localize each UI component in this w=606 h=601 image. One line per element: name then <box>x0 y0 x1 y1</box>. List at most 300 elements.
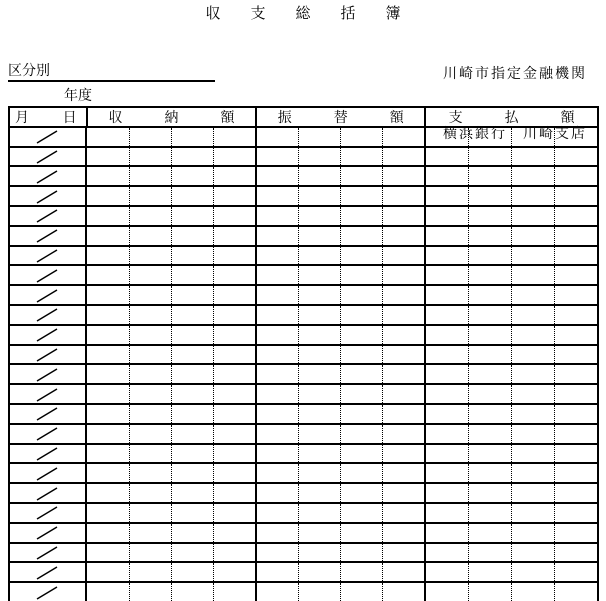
amount-subcell[interactable] <box>213 405 255 423</box>
amount-subcell[interactable] <box>298 583 340 601</box>
amount-subcell[interactable] <box>87 266 128 284</box>
amount-subcell[interactable] <box>171 326 213 344</box>
amount-subcell[interactable] <box>511 365 554 383</box>
amount-subcell[interactable] <box>382 128 424 146</box>
amount-subcell[interactable] <box>171 425 213 443</box>
amount-subcell[interactable] <box>257 385 298 403</box>
month-day-cell[interactable] <box>10 365 87 383</box>
amount-subcell[interactable] <box>213 385 255 403</box>
amount-subcell[interactable] <box>382 346 424 364</box>
amount-subcell[interactable] <box>340 464 382 482</box>
amount-subcell[interactable] <box>257 148 298 166</box>
amount-subcell[interactable] <box>87 346 128 364</box>
amount-subcell[interactable] <box>129 286 171 304</box>
amount-subcell[interactable] <box>298 484 340 502</box>
amount-subcell[interactable] <box>129 326 171 344</box>
amount-subcell[interactable] <box>554 326 597 344</box>
amount-subcell[interactable] <box>511 128 554 146</box>
amount-subcell[interactable] <box>213 445 255 463</box>
amount-subcell[interactable] <box>382 247 424 265</box>
month-day-cell[interactable] <box>10 425 87 443</box>
amount-subcell[interactable] <box>382 464 424 482</box>
amount-subcell[interactable] <box>129 583 171 601</box>
amount-subcell[interactable] <box>554 405 597 423</box>
amount-subcell[interactable] <box>171 405 213 423</box>
amount-subcell[interactable] <box>257 484 298 502</box>
amount-subcell[interactable] <box>171 385 213 403</box>
amount-subcell[interactable] <box>213 326 255 344</box>
amount-subcell[interactable] <box>426 286 468 304</box>
amount-subcell[interactable] <box>129 563 171 581</box>
amount-subcell[interactable] <box>257 207 298 225</box>
amount-subcell[interactable] <box>554 306 597 324</box>
amount-subcell[interactable] <box>171 365 213 383</box>
amount-subcell[interactable] <box>298 504 340 522</box>
amount-subcell[interactable] <box>382 405 424 423</box>
amount-subcell[interactable] <box>87 148 128 166</box>
amount-subcell[interactable] <box>468 167 511 185</box>
amount-subcell[interactable] <box>129 405 171 423</box>
amount-subcell[interactable] <box>340 544 382 562</box>
amount-subcell[interactable] <box>257 504 298 522</box>
amount-subcell[interactable] <box>382 187 424 205</box>
amount-subcell[interactable] <box>468 128 511 146</box>
amount-subcell[interactable] <box>298 227 340 245</box>
amount-subcell[interactable] <box>382 306 424 324</box>
amount-subcell[interactable] <box>426 227 468 245</box>
month-day-cell[interactable] <box>10 563 87 581</box>
amount-subcell[interactable] <box>129 365 171 383</box>
amount-subcell[interactable] <box>213 187 255 205</box>
amount-subcell[interactable] <box>340 266 382 284</box>
amount-subcell[interactable] <box>87 563 128 581</box>
amount-subcell[interactable] <box>298 563 340 581</box>
amount-subcell[interactable] <box>298 247 340 265</box>
amount-subcell[interactable] <box>340 583 382 601</box>
amount-subcell[interactable] <box>554 544 597 562</box>
amount-subcell[interactable] <box>213 425 255 443</box>
amount-subcell[interactable] <box>382 524 424 542</box>
amount-subcell[interactable] <box>382 167 424 185</box>
category-blank-field[interactable] <box>8 60 215 82</box>
amount-subcell[interactable] <box>87 286 128 304</box>
amount-subcell[interactable] <box>554 445 597 463</box>
amount-subcell[interactable] <box>213 266 255 284</box>
amount-subcell[interactable] <box>213 583 255 601</box>
month-day-cell[interactable] <box>10 524 87 542</box>
amount-subcell[interactable] <box>468 286 511 304</box>
amount-subcell[interactable] <box>554 346 597 364</box>
amount-subcell[interactable] <box>298 346 340 364</box>
amount-subcell[interactable] <box>129 187 171 205</box>
amount-subcell[interactable] <box>257 563 298 581</box>
month-day-cell[interactable] <box>10 227 87 245</box>
amount-subcell[interactable] <box>468 187 511 205</box>
amount-subcell[interactable] <box>554 128 597 146</box>
amount-subcell[interactable] <box>340 227 382 245</box>
amount-subcell[interactable] <box>468 227 511 245</box>
amount-subcell[interactable] <box>257 464 298 482</box>
amount-subcell[interactable] <box>340 148 382 166</box>
amount-subcell[interactable] <box>340 385 382 403</box>
month-day-cell[interactable] <box>10 326 87 344</box>
amount-subcell[interactable] <box>340 286 382 304</box>
amount-subcell[interactable] <box>129 504 171 522</box>
amount-subcell[interactable] <box>129 306 171 324</box>
amount-subcell[interactable] <box>511 326 554 344</box>
amount-subcell[interactable] <box>129 346 171 364</box>
amount-subcell[interactable] <box>468 583 511 601</box>
amount-subcell[interactable] <box>257 583 298 601</box>
amount-subcell[interactable] <box>87 247 128 265</box>
amount-subcell[interactable] <box>171 167 213 185</box>
amount-subcell[interactable] <box>87 187 128 205</box>
amount-subcell[interactable] <box>511 187 554 205</box>
amount-subcell[interactable] <box>554 167 597 185</box>
amount-subcell[interactable] <box>87 524 128 542</box>
amount-subcell[interactable] <box>87 365 128 383</box>
amount-subcell[interactable] <box>171 187 213 205</box>
amount-subcell[interactable] <box>511 346 554 364</box>
amount-subcell[interactable] <box>171 524 213 542</box>
amount-subcell[interactable] <box>87 326 128 344</box>
amount-subcell[interactable] <box>298 148 340 166</box>
amount-subcell[interactable] <box>171 286 213 304</box>
amount-subcell[interactable] <box>554 504 597 522</box>
amount-subcell[interactable] <box>257 187 298 205</box>
amount-subcell[interactable] <box>171 247 213 265</box>
amount-subcell[interactable] <box>171 266 213 284</box>
amount-subcell[interactable] <box>554 247 597 265</box>
amount-subcell[interactable] <box>171 227 213 245</box>
amount-subcell[interactable] <box>468 385 511 403</box>
amount-subcell[interactable] <box>554 286 597 304</box>
amount-subcell[interactable] <box>554 365 597 383</box>
amount-subcell[interactable] <box>298 128 340 146</box>
amount-subcell[interactable] <box>257 326 298 344</box>
month-day-cell[interactable] <box>10 544 87 562</box>
amount-subcell[interactable] <box>468 207 511 225</box>
month-day-cell[interactable] <box>10 128 87 146</box>
amount-subcell[interactable] <box>468 563 511 581</box>
amount-subcell[interactable] <box>87 544 128 562</box>
amount-subcell[interactable] <box>257 524 298 542</box>
amount-subcell[interactable] <box>382 227 424 245</box>
amount-subcell[interactable] <box>426 583 468 601</box>
amount-subcell[interactable] <box>171 128 213 146</box>
amount-subcell[interactable] <box>468 326 511 344</box>
amount-subcell[interactable] <box>298 167 340 185</box>
amount-subcell[interactable] <box>129 266 171 284</box>
amount-subcell[interactable] <box>340 445 382 463</box>
amount-subcell[interactable] <box>257 306 298 324</box>
amount-subcell[interactable] <box>511 563 554 581</box>
amount-subcell[interactable] <box>340 405 382 423</box>
amount-subcell[interactable] <box>257 405 298 423</box>
amount-subcell[interactable] <box>257 227 298 245</box>
amount-subcell[interactable] <box>129 425 171 443</box>
amount-subcell[interactable] <box>298 445 340 463</box>
amount-subcell[interactable] <box>340 365 382 383</box>
amount-subcell[interactable] <box>511 227 554 245</box>
amount-subcell[interactable] <box>468 484 511 502</box>
amount-subcell[interactable] <box>129 247 171 265</box>
amount-subcell[interactable] <box>340 187 382 205</box>
amount-subcell[interactable] <box>468 365 511 383</box>
amount-subcell[interactable] <box>213 484 255 502</box>
amount-subcell[interactable] <box>426 167 468 185</box>
amount-subcell[interactable] <box>298 405 340 423</box>
month-day-cell[interactable] <box>10 504 87 522</box>
amount-subcell[interactable] <box>171 464 213 482</box>
amount-subcell[interactable] <box>129 385 171 403</box>
amount-subcell[interactable] <box>298 187 340 205</box>
amount-subcell[interactable] <box>426 563 468 581</box>
amount-subcell[interactable] <box>340 167 382 185</box>
amount-subcell[interactable] <box>554 385 597 403</box>
amount-subcell[interactable] <box>426 306 468 324</box>
amount-subcell[interactable] <box>426 524 468 542</box>
amount-subcell[interactable] <box>382 207 424 225</box>
amount-subcell[interactable] <box>426 405 468 423</box>
amount-subcell[interactable] <box>171 563 213 581</box>
month-day-cell[interactable] <box>10 187 87 205</box>
amount-subcell[interactable] <box>340 524 382 542</box>
amount-subcell[interactable] <box>426 365 468 383</box>
amount-subcell[interactable] <box>298 365 340 383</box>
amount-subcell[interactable] <box>257 247 298 265</box>
amount-subcell[interactable] <box>426 187 468 205</box>
amount-subcell[interactable] <box>426 247 468 265</box>
amount-subcell[interactable] <box>298 385 340 403</box>
amount-subcell[interactable] <box>511 148 554 166</box>
amount-subcell[interactable] <box>171 583 213 601</box>
amount-subcell[interactable] <box>298 207 340 225</box>
amount-subcell[interactable] <box>213 504 255 522</box>
amount-subcell[interactable] <box>511 306 554 324</box>
amount-subcell[interactable] <box>87 405 128 423</box>
amount-subcell[interactable] <box>129 148 171 166</box>
amount-subcell[interactable] <box>426 128 468 146</box>
amount-subcell[interactable] <box>171 306 213 324</box>
amount-subcell[interactable] <box>257 128 298 146</box>
amount-subcell[interactable] <box>382 544 424 562</box>
amount-subcell[interactable] <box>87 227 128 245</box>
month-day-cell[interactable] <box>10 346 87 364</box>
amount-subcell[interactable] <box>340 128 382 146</box>
amount-subcell[interactable] <box>382 148 424 166</box>
amount-subcell[interactable] <box>554 425 597 443</box>
amount-subcell[interactable] <box>298 326 340 344</box>
amount-subcell[interactable] <box>511 207 554 225</box>
amount-subcell[interactable] <box>213 247 255 265</box>
amount-subcell[interactable] <box>468 445 511 463</box>
amount-subcell[interactable] <box>298 306 340 324</box>
amount-subcell[interactable] <box>340 326 382 344</box>
month-day-cell[interactable] <box>10 306 87 324</box>
amount-subcell[interactable] <box>213 286 255 304</box>
amount-subcell[interactable] <box>554 227 597 245</box>
amount-subcell[interactable] <box>468 266 511 284</box>
amount-subcell[interactable] <box>426 385 468 403</box>
month-day-cell[interactable] <box>10 445 87 463</box>
amount-subcell[interactable] <box>340 306 382 324</box>
amount-subcell[interactable] <box>257 425 298 443</box>
amount-subcell[interactable] <box>468 425 511 443</box>
amount-subcell[interactable] <box>382 484 424 502</box>
amount-subcell[interactable] <box>171 445 213 463</box>
amount-subcell[interactable] <box>340 207 382 225</box>
amount-subcell[interactable] <box>382 583 424 601</box>
amount-subcell[interactable] <box>340 247 382 265</box>
amount-subcell[interactable] <box>87 504 128 522</box>
amount-subcell[interactable] <box>426 484 468 502</box>
amount-subcell[interactable] <box>171 484 213 502</box>
amount-subcell[interactable] <box>468 148 511 166</box>
amount-subcell[interactable] <box>554 266 597 284</box>
amount-subcell[interactable] <box>468 346 511 364</box>
month-day-cell[interactable] <box>10 207 87 225</box>
month-day-cell[interactable] <box>10 385 87 403</box>
amount-subcell[interactable] <box>171 544 213 562</box>
amount-subcell[interactable] <box>511 286 554 304</box>
amount-subcell[interactable] <box>468 306 511 324</box>
amount-subcell[interactable] <box>171 504 213 522</box>
amount-subcell[interactable] <box>257 266 298 284</box>
amount-subcell[interactable] <box>257 346 298 364</box>
amount-subcell[interactable] <box>129 524 171 542</box>
amount-subcell[interactable] <box>426 445 468 463</box>
amount-subcell[interactable] <box>426 148 468 166</box>
amount-subcell[interactable] <box>468 544 511 562</box>
amount-subcell[interactable] <box>511 167 554 185</box>
amount-subcell[interactable] <box>213 148 255 166</box>
amount-subcell[interactable] <box>426 207 468 225</box>
amount-subcell[interactable] <box>554 524 597 542</box>
amount-subcell[interactable] <box>87 464 128 482</box>
amount-subcell[interactable] <box>511 445 554 463</box>
month-day-cell[interactable] <box>10 484 87 502</box>
amount-subcell[interactable] <box>511 385 554 403</box>
amount-subcell[interactable] <box>213 306 255 324</box>
amount-subcell[interactable] <box>382 365 424 383</box>
amount-subcell[interactable] <box>426 464 468 482</box>
amount-subcell[interactable] <box>129 227 171 245</box>
month-day-cell[interactable] <box>10 148 87 166</box>
amount-subcell[interactable] <box>171 148 213 166</box>
amount-subcell[interactable] <box>554 563 597 581</box>
amount-subcell[interactable] <box>87 425 128 443</box>
amount-subcell[interactable] <box>298 286 340 304</box>
amount-subcell[interactable] <box>468 524 511 542</box>
amount-subcell[interactable] <box>213 464 255 482</box>
amount-subcell[interactable] <box>554 207 597 225</box>
amount-subcell[interactable] <box>426 326 468 344</box>
month-day-cell[interactable] <box>10 464 87 482</box>
amount-subcell[interactable] <box>213 207 255 225</box>
amount-subcell[interactable] <box>426 425 468 443</box>
amount-subcell[interactable] <box>87 385 128 403</box>
amount-subcell[interactable] <box>213 128 255 146</box>
amount-subcell[interactable] <box>382 504 424 522</box>
amount-subcell[interactable] <box>87 484 128 502</box>
amount-subcell[interactable] <box>298 464 340 482</box>
amount-subcell[interactable] <box>213 544 255 562</box>
amount-subcell[interactable] <box>382 563 424 581</box>
amount-subcell[interactable] <box>340 563 382 581</box>
amount-subcell[interactable] <box>213 563 255 581</box>
amount-subcell[interactable] <box>129 445 171 463</box>
month-day-cell[interactable] <box>10 167 87 185</box>
amount-subcell[interactable] <box>511 524 554 542</box>
amount-subcell[interactable] <box>554 484 597 502</box>
amount-subcell[interactable] <box>129 207 171 225</box>
amount-subcell[interactable] <box>129 544 171 562</box>
amount-subcell[interactable] <box>213 346 255 364</box>
amount-subcell[interactable] <box>87 128 128 146</box>
amount-subcell[interactable] <box>213 524 255 542</box>
amount-subcell[interactable] <box>554 583 597 601</box>
amount-subcell[interactable] <box>554 187 597 205</box>
amount-subcell[interactable] <box>129 464 171 482</box>
amount-subcell[interactable] <box>468 464 511 482</box>
amount-subcell[interactable] <box>382 425 424 443</box>
amount-subcell[interactable] <box>382 286 424 304</box>
amount-subcell[interactable] <box>257 445 298 463</box>
amount-subcell[interactable] <box>382 326 424 344</box>
amount-subcell[interactable] <box>426 504 468 522</box>
amount-subcell[interactable] <box>340 346 382 364</box>
amount-subcell[interactable] <box>468 504 511 522</box>
amount-subcell[interactable] <box>171 207 213 225</box>
amount-subcell[interactable] <box>468 247 511 265</box>
amount-subcell[interactable] <box>511 405 554 423</box>
amount-subcell[interactable] <box>340 484 382 502</box>
amount-subcell[interactable] <box>171 346 213 364</box>
amount-subcell[interactable] <box>554 464 597 482</box>
amount-subcell[interactable] <box>511 504 554 522</box>
amount-subcell[interactable] <box>257 167 298 185</box>
amount-subcell[interactable] <box>298 266 340 284</box>
amount-subcell[interactable] <box>511 266 554 284</box>
amount-subcell[interactable] <box>257 286 298 304</box>
amount-subcell[interactable] <box>511 484 554 502</box>
amount-subcell[interactable] <box>87 445 128 463</box>
amount-subcell[interactable] <box>340 504 382 522</box>
amount-subcell[interactable] <box>298 524 340 542</box>
amount-subcell[interactable] <box>382 266 424 284</box>
amount-subcell[interactable] <box>87 207 128 225</box>
amount-subcell[interactable] <box>382 385 424 403</box>
amount-subcell[interactable] <box>257 544 298 562</box>
amount-subcell[interactable] <box>511 425 554 443</box>
amount-subcell[interactable] <box>511 247 554 265</box>
amount-subcell[interactable] <box>511 464 554 482</box>
amount-subcell[interactable] <box>129 484 171 502</box>
amount-subcell[interactable] <box>426 346 468 364</box>
amount-subcell[interactable] <box>468 405 511 423</box>
amount-subcell[interactable] <box>129 128 171 146</box>
amount-subcell[interactable] <box>213 167 255 185</box>
amount-subcell[interactable] <box>87 167 128 185</box>
amount-subcell[interactable] <box>382 445 424 463</box>
amount-subcell[interactable] <box>426 544 468 562</box>
amount-subcell[interactable] <box>87 583 128 601</box>
month-day-cell[interactable] <box>10 247 87 265</box>
month-day-cell[interactable] <box>10 583 87 601</box>
amount-subcell[interactable] <box>87 306 128 324</box>
amount-subcell[interactable] <box>511 583 554 601</box>
